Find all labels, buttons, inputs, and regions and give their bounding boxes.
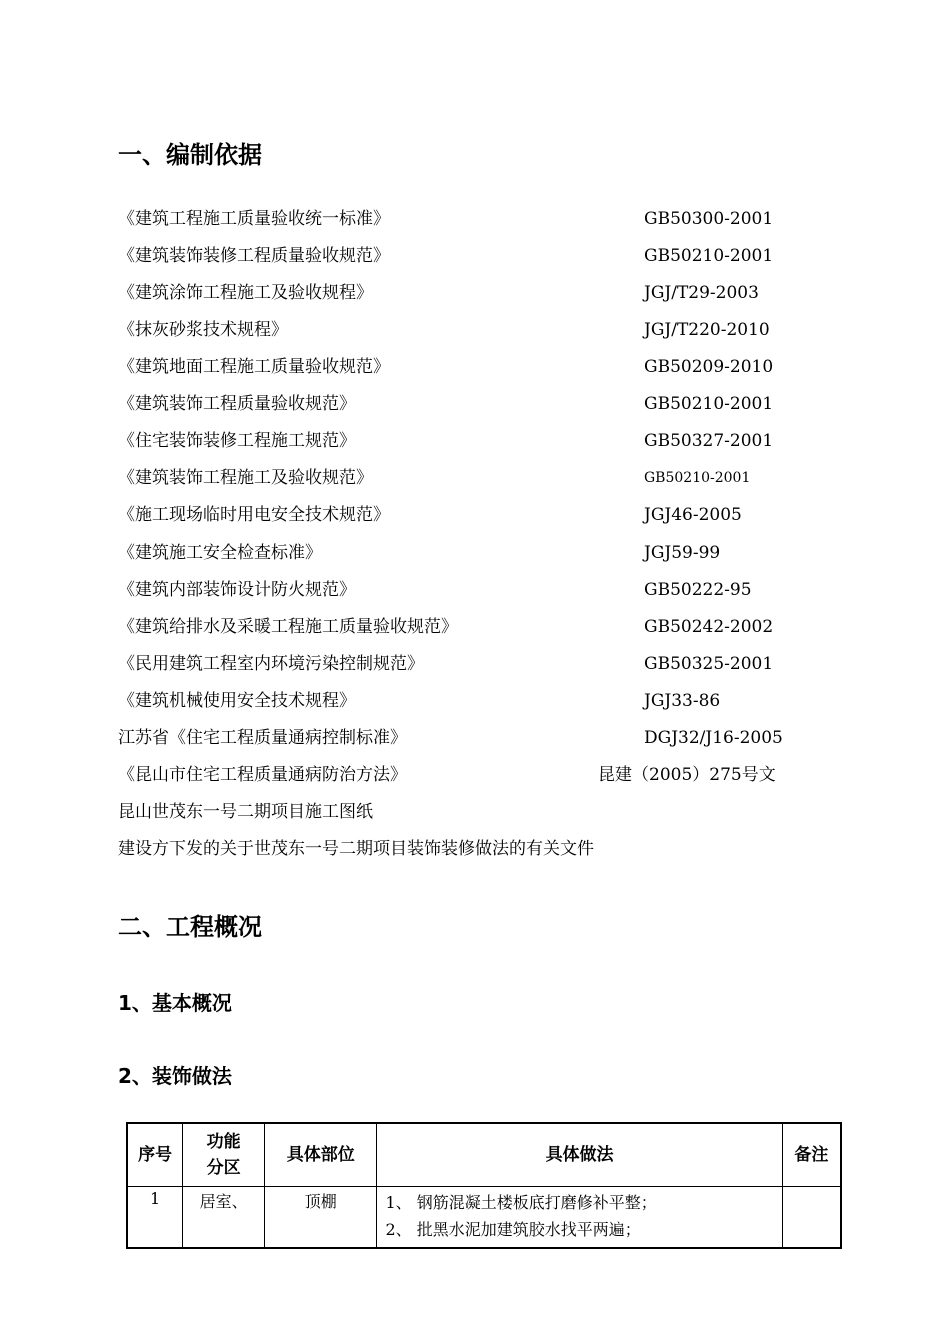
header-specific-method: 具体做法 [377,1123,782,1187]
cell-area: 居室、 [183,1187,265,1249]
header-no: 序号 [127,1123,183,1187]
reference-name: 《建筑给排水及采暖工程施工质量验收规范》 [118,617,458,637]
header-specific-part: 具体部位 [264,1123,376,1187]
reference-code: GB50222-95 [644,580,752,600]
reference-name: 《民用建筑工程室内环境污染控制规范》 [118,654,424,674]
reference-row [118,651,818,677]
reference-code: JGJ/T220-2010 [644,320,770,340]
reference-code: JGJ59-99 [644,543,721,563]
reference-code: 昆建（2005）275号文 [598,765,776,785]
header-functional-area [183,1123,265,1187]
reference-code: JGJ/T29-2003 [644,283,759,303]
reference-name: 《施工现场临时用电安全技术规范》 [118,505,390,525]
header-note: 备注 [782,1123,841,1187]
decoration-method-table [126,1122,842,1249]
reference-code: JGJ33-86 [644,691,721,711]
method-step: 1、 钢筋混凝土楼板底打磨修补平整； [385,1193,657,1212]
reference-name: 《建筑内部装饰设计防火规范》 [118,580,356,600]
reference-client-documents: 建设方下发的关于世茂东一号二期项目装饰装修做法的有关文件 [118,839,594,859]
cell-method [377,1187,782,1249]
reference-row [118,428,818,454]
table-header-row [127,1123,841,1187]
reference-code: GB50209-2010 [644,357,774,377]
reference-row [118,540,818,566]
subsection-decoration-method: 2、装饰做法 [118,1064,232,1088]
cell-note [782,1187,841,1249]
reference-row [118,614,818,640]
reference-code: GB50242-2002 [644,617,774,637]
reference-row [118,243,818,269]
reference-name: 《建筑施工安全检查标准》 [118,543,322,563]
reference-name: 江苏省《住宅工程质量通病控制标准》 [118,728,407,748]
reference-row [118,465,818,491]
cell-no: 1 [127,1187,183,1249]
reference-name: 《昆山市住宅工程质量通病防治方法》 [118,765,407,785]
reference-code: GB50325-2001 [644,654,774,674]
header-area-line-1: 功能 [206,1132,241,1152]
reference-row [118,725,818,751]
reference-row [118,206,818,232]
header-area-line-2: 分区 [206,1158,241,1178]
reference-code: GB50210-2001 [644,246,774,266]
reference-name: 《建筑涂饰工程施工及验收规程》 [118,283,373,303]
reference-name: 《抹灰砂浆技术规程》 [118,320,288,340]
reference-name: 《建筑装饰工程施工及验收规范》 [118,468,373,488]
reference-code: GB50210-2001 [644,470,751,486]
table-row [127,1187,841,1249]
reference-row [118,688,818,714]
reference-row [118,391,818,417]
reference-drawings: 昆山世茂东一号二期项目施工图纸 [118,802,373,822]
reference-name: 《建筑机械使用安全技术规程》 [118,691,356,711]
reference-row [118,317,818,343]
reference-code: JGJ46-2005 [644,505,742,525]
reference-code: GB50210-2001 [644,394,774,414]
reference-name: 《建筑装饰装修工程质量验收规范》 [118,246,390,266]
subsection-basic-overview: 1、基本概况 [118,991,232,1015]
reference-row [118,280,818,306]
reference-name: 《建筑地面工程施工质量验收规范》 [118,357,390,377]
reference-name: 《建筑工程施工质量验收统一标准》 [118,209,390,229]
reference-row [118,354,818,380]
reference-code: DGJ32/J16-2005 [644,728,783,748]
reference-row [118,502,818,528]
reference-name: 《建筑装饰工程质量验收规范》 [118,394,356,414]
section-2-title: 二、工程概况 [118,913,262,941]
reference-name: 《住宅装饰装修工程施工规范》 [118,431,356,451]
method-step: 2、 批黑水泥加建筑胶水找平两遍； [385,1220,641,1239]
reference-code: GB50327-2001 [644,431,774,451]
reference-row [118,762,818,788]
reference-row [118,577,818,603]
section-1-title: 一、编制依据 [118,141,262,169]
reference-code: GB50300-2001 [644,209,774,229]
cell-part: 顶棚 [264,1187,376,1249]
